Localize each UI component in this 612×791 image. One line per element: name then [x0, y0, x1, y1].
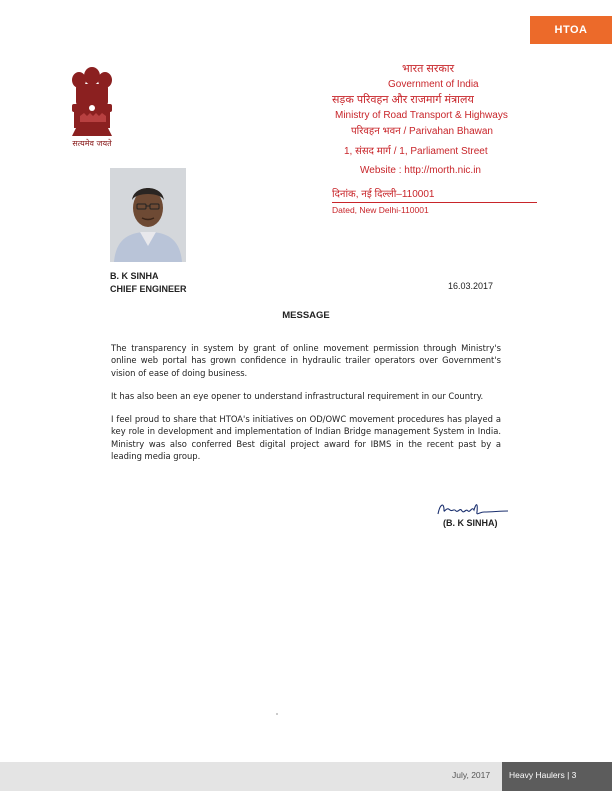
letterhead-line: Dated, New Delhi-110001 — [332, 205, 429, 215]
letterhead-divider — [332, 202, 537, 203]
footer-magazine-bar — [502, 762, 612, 791]
website-link[interactable]: Website : http://morth.nic.in — [360, 165, 481, 176]
letterhead-line: 1, संसद मार्ग / 1, Parliament Street — [344, 146, 488, 157]
letter-date: 16.03.2017 — [448, 281, 494, 291]
page-footer — [0, 762, 612, 791]
letterhead-line: दिनांक, नई दिल्ली–110001 — [332, 189, 435, 200]
message-paragraph: The transparency in system by grant of online movement permission through Ministry's online web portal has grown confidence in hydraulic trailer operators over Government's vision of ease of doing business. — [111, 343, 501, 378]
emblem-caption: सत्यमेव जयते — [72, 139, 112, 148]
author-name: B. K SINHA — [110, 271, 159, 281]
footer-date: July, 2017 — [452, 770, 491, 780]
author-title: CHIEF ENGINEER — [110, 284, 187, 294]
letterhead-line: Government of India — [388, 79, 479, 90]
message-heading: MESSAGE — [282, 310, 330, 321]
page-dot — [276, 713, 278, 715]
letterhead-line: परिवहन भवन / Parivahan Bhawan — [351, 126, 493, 137]
letterhead-line: Ministry of Road Transport & Highways — [335, 110, 508, 121]
message-paragraph: It has also been an eye opener to understand infrastructural requirement in our Country. — [111, 390, 484, 401]
closing-signature-name: (B. K SINHA) — [443, 518, 498, 528]
footer-magazine-label: Heavy Haulers | 3 — [509, 770, 577, 780]
author-photo — [110, 168, 186, 262]
message-paragraph: I feel proud to share that HTOA's initiatives on OD/OWC movement procedures has played a key role in development and implementation of Indian Bridge management System in India. Ministry was also conferred Best digital project award for IBMS in the recent past by a leading media group. — [111, 414, 501, 462]
message-body — [111, 342, 501, 473]
letterhead-line: सड़क परिवहन और राजमार्ग मंत्रालय — [332, 94, 474, 106]
handwritten-signature — [432, 500, 512, 520]
letterhead-line: भारत सरकार — [402, 63, 455, 75]
htoa-tag: HTOA — [530, 16, 612, 44]
